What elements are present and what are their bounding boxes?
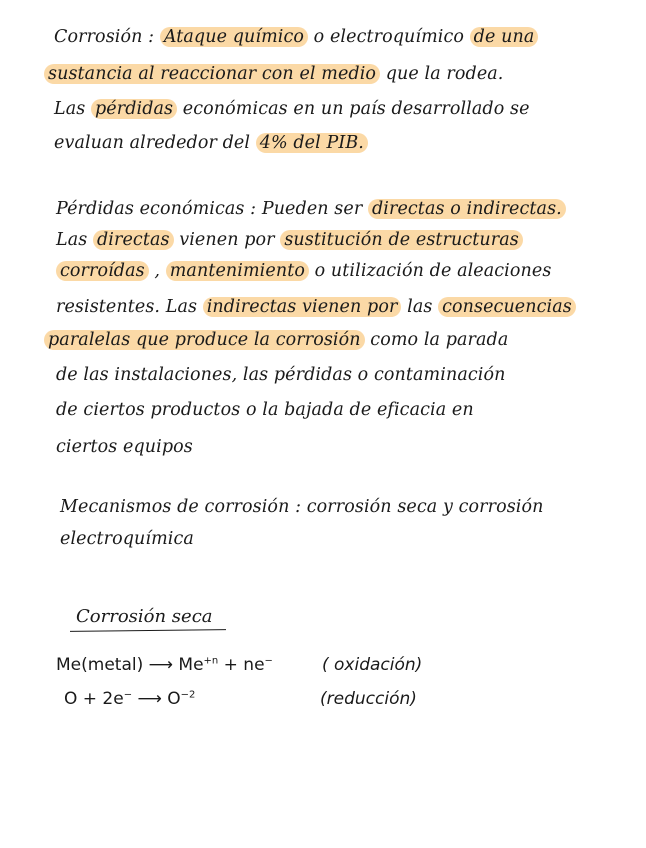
- text-segment: Pérdidas económicas : Pueden ser: [56, 199, 368, 219]
- equation-note: (reducción): [320, 689, 417, 709]
- handwritten-line: [44, 329, 508, 351]
- text-segment: Mecanismos de corrosión : corrosión seca y corrosión: [60, 497, 544, 517]
- highlighted-text: mantenimiento: [166, 261, 309, 281]
- text-segment: evaluan alrededor del: [54, 133, 256, 153]
- superscript: +n: [203, 655, 219, 667]
- text-segment: las: [401, 297, 439, 317]
- text-segment: resistentes. Las: [56, 297, 203, 317]
- text-segment: o utilización de aleaciones: [308, 261, 552, 281]
- handwritten-line: [56, 436, 193, 458]
- handwritten-line: [54, 132, 368, 154]
- handwritten-line: [56, 229, 523, 251]
- superscript: −: [123, 689, 133, 701]
- handwritten-line: [56, 399, 474, 421]
- text-segment: de las instalaciones, las pérdidas o contaminación: [56, 365, 506, 385]
- equation-term: O + 2e: [64, 689, 124, 709]
- text-segment: Corrosión :: [54, 27, 160, 47]
- highlighted-text: consecuencias: [438, 297, 576, 317]
- superscript: −: [264, 655, 273, 667]
- text-segment: ,: [148, 261, 166, 281]
- text-segment: de ciertos productos o la bajada de eficacia en: [56, 400, 474, 420]
- heading-underline: [70, 629, 226, 632]
- text-segment: económicas en un país desarrollado se: [177, 99, 530, 119]
- equation-term: ⟶ O: [132, 689, 181, 709]
- equation-term: Me(metal) ⟶ Me: [56, 655, 204, 675]
- handwritten-line: [44, 63, 503, 85]
- highlighted-text: corroídas: [56, 261, 149, 281]
- text-segment: que la rodea.: [380, 64, 504, 84]
- text-segment: Las: [56, 230, 93, 250]
- handwritten-line: [56, 364, 505, 386]
- text-segment: como la parada: [364, 330, 509, 350]
- equation-term: + ne: [218, 655, 265, 675]
- equation-note: ( oxidación): [322, 655, 423, 675]
- text-segment: Las: [54, 99, 91, 119]
- handwritten-line: [60, 496, 544, 518]
- highlighted-text: sustitución de estructuras: [280, 230, 523, 250]
- highlighted-text: de una: [470, 27, 539, 47]
- highlighted-text: directas o indirectas.: [368, 199, 566, 219]
- highlighted-text: 4% del PIB.: [256, 133, 368, 153]
- text-segment: vienen por: [173, 230, 281, 250]
- highlighted-text: paralelas que produce la corrosión: [44, 330, 365, 350]
- handwritten-line: [54, 26, 538, 48]
- handwritten-line: [56, 198, 566, 220]
- highlighted-text: sustancia al reaccionar con el medio: [44, 64, 380, 84]
- highlighted-text: indirectas vienen por: [203, 297, 402, 317]
- text-segment: o electroquímico: [308, 27, 470, 47]
- handwritten-line: [56, 260, 551, 282]
- superscript: −2: [180, 689, 196, 701]
- highlighted-text: Ataque químico: [160, 27, 308, 47]
- equation-lhs: [56, 655, 273, 675]
- text-segment: electroquímica: [60, 529, 194, 549]
- text-segment: ciertos equipos: [56, 437, 193, 457]
- handwritten-line: [54, 98, 530, 120]
- section-heading: Corrosión seca: [76, 606, 213, 627]
- equation-lhs: [64, 689, 195, 709]
- highlighted-text: pérdidas: [91, 99, 177, 119]
- highlighted-text: directas: [93, 230, 174, 250]
- handwritten-line: [60, 528, 194, 550]
- handwritten-line: [56, 296, 576, 318]
